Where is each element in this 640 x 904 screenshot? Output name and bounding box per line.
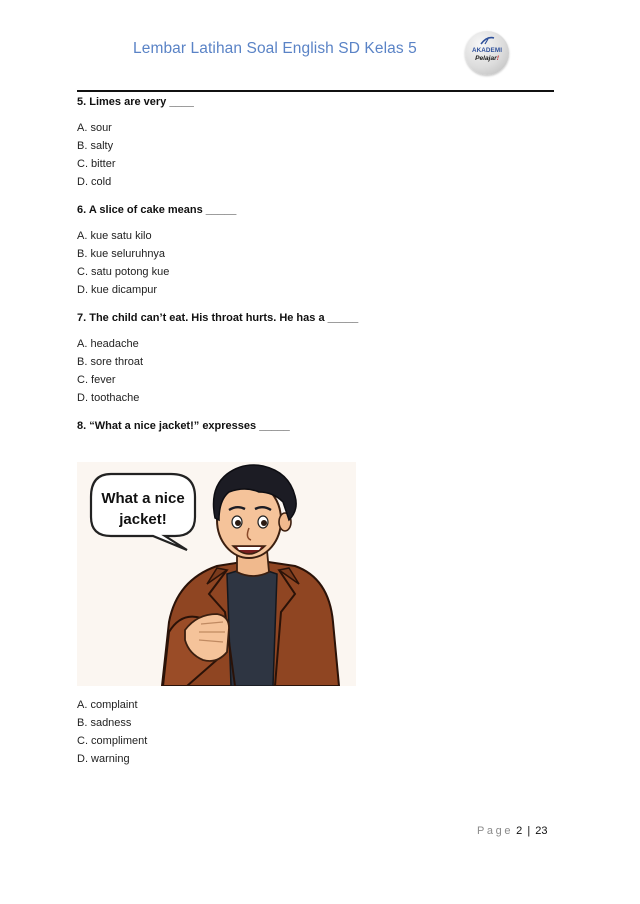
question-8: 8. “What a nice jacket!” expresses _____ bbox=[77, 420, 290, 432]
head bbox=[214, 465, 297, 558]
header-divider bbox=[77, 90, 554, 92]
logo-bottom-word: Pelajar bbox=[475, 55, 497, 62]
question-8-option-c: C. compliment bbox=[77, 735, 148, 747]
question-6: 6. A slice of cake means _____ bbox=[77, 204, 237, 216]
question-8-option-a: A. complaint bbox=[77, 699, 138, 711]
page-label: Page bbox=[477, 825, 514, 837]
question-5-option-d: D. cold bbox=[77, 176, 112, 188]
logo-bottom-text bbox=[465, 55, 509, 62]
speech-line-1: What a nice bbox=[101, 490, 185, 507]
logo-top-text: AKADEMI bbox=[471, 47, 503, 54]
worksheet-title: Lembar Latihan Soal English SD Kelas 5 bbox=[133, 40, 417, 57]
logo-swoosh-icon bbox=[479, 36, 495, 46]
question-5-option-b: B. salty bbox=[77, 140, 114, 152]
logo-exclamation: ! bbox=[496, 55, 499, 62]
man-with-jacket-illustration bbox=[77, 462, 356, 686]
akademi-pelajar-logo bbox=[465, 31, 509, 75]
question-6-option-c: C. satu potong kue bbox=[77, 266, 170, 278]
question-7-option-d: D. toothache bbox=[77, 392, 140, 404]
question-6-option-a: A. kue satu kilo bbox=[77, 230, 152, 242]
question-5: 5. Limes are very ____ bbox=[77, 96, 194, 108]
question-7-option-b: B. sore throat bbox=[77, 356, 144, 368]
page-number: 2 bbox=[516, 825, 523, 837]
question-6-option-d: D. kue dicampur bbox=[77, 284, 158, 296]
page-footer bbox=[477, 825, 548, 837]
question-7: 7. The child can’t eat. His throat hurts. He has a _____ bbox=[77, 312, 359, 324]
question-8-option-b: B. sadness bbox=[77, 717, 132, 729]
page-separator: | bbox=[527, 825, 531, 837]
question-7-option-c: C. fever bbox=[77, 374, 116, 386]
illustration-art bbox=[77, 462, 356, 686]
question-5-option-c: C. bitter bbox=[77, 158, 116, 170]
question-6-option-b: B. kue seluruhnya bbox=[77, 248, 166, 260]
jacket bbox=[162, 560, 339, 686]
question-5-option-a: A. sour bbox=[77, 122, 112, 134]
question-8-option-d: D. warning bbox=[77, 753, 130, 765]
total-pages: 23 bbox=[535, 825, 548, 837]
speech-line-2: jacket! bbox=[119, 511, 167, 528]
question-7-option-a: A. headache bbox=[77, 338, 139, 350]
